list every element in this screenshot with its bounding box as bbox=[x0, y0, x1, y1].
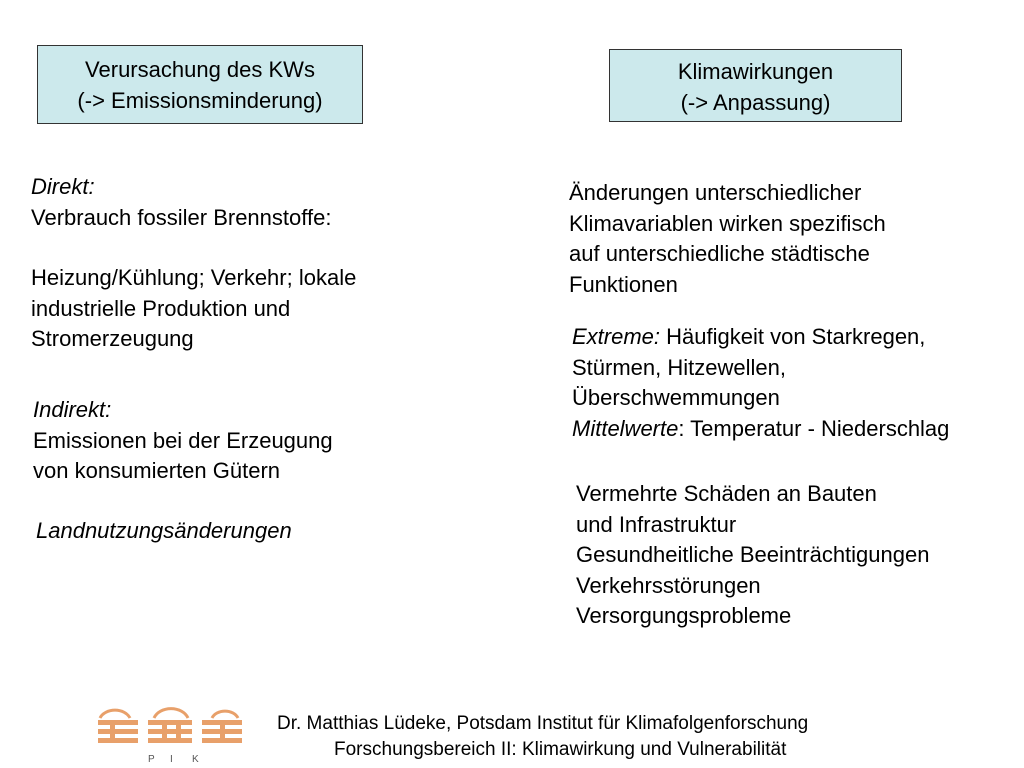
impacts-line-2: und Infrastruktur bbox=[576, 511, 737, 537]
extremes-line-1 bbox=[572, 322, 949, 353]
footer-line-2: Forschungsbereich II: Klimawirkung und Vulnerabilität bbox=[334, 739, 787, 760]
climate-impacts-subtitle: (-> Anpassung) bbox=[680, 90, 831, 115]
direct-line-1: Verbrauch fossiler Brennstoffe: bbox=[31, 204, 332, 230]
indirect-heading: Indirekt: bbox=[33, 397, 112, 422]
impacts-line-3: Gesundheitliche Beeinträchtigungen bbox=[576, 542, 930, 567]
logo-letter-i: I bbox=[170, 754, 173, 764]
logo-letter-k: K bbox=[192, 754, 199, 764]
logo-letter-p: P bbox=[148, 754, 155, 764]
climate-impacts-box bbox=[609, 49, 902, 122]
indirect-line-2: von konsumierten Gütern bbox=[33, 458, 281, 483]
extremes-line-2: Stürmen, Hitzewellen, bbox=[572, 354, 786, 380]
extremes-line-3: Überschwemmungen bbox=[572, 385, 780, 410]
direct-spacer bbox=[31, 233, 356, 263]
direct-line-4: Stromerzeugung bbox=[31, 326, 194, 351]
indirect-section bbox=[33, 395, 333, 487]
emission-cause-box bbox=[37, 45, 363, 124]
landuse-text: Landnutzungsänderungen bbox=[36, 518, 292, 543]
changes-line-3: auf unterschiedliche städtische bbox=[569, 241, 870, 266]
impacts-line-4: Verkehrsstörungen bbox=[576, 572, 761, 598]
direct-heading: Direkt: bbox=[31, 174, 95, 199]
changes-line-4: Funktionen bbox=[569, 271, 678, 297]
changes-line-2: Klimavariablen wirken spezifisch bbox=[569, 210, 886, 236]
emission-cause-title: Verursachung des KWs bbox=[85, 57, 315, 82]
extremes-line-1-rest: Häufigkeit von Starkregen, bbox=[660, 324, 926, 349]
changes-section bbox=[569, 178, 886, 300]
pik-logo bbox=[96, 702, 244, 764]
emission-cause-subtitle: (-> Emissionsminderung) bbox=[77, 88, 323, 113]
extremes-section bbox=[572, 322, 949, 444]
impacts-section bbox=[576, 479, 929, 632]
mean-values-line bbox=[572, 414, 949, 445]
direct-section bbox=[31, 172, 356, 355]
mean-values-rest: : Temperatur - Niederschlag bbox=[678, 415, 950, 441]
impacts-line-1: Vermehrte Schäden an Bauten bbox=[576, 481, 877, 506]
extremes-label: Extreme: bbox=[572, 324, 661, 349]
footer-line-1: Dr. Matthias Lüdeke, Potsdam Institut für Klimafolgenforschung bbox=[277, 713, 809, 734]
direct-line-3: industrielle Produktion und bbox=[31, 295, 291, 321]
climate-impacts-title: Klimawirkungen bbox=[677, 59, 834, 84]
mean-values-label: Mittelwerte bbox=[572, 415, 679, 441]
direct-line-2: Heizung/Kühlung; Verkehr; lokale bbox=[31, 265, 357, 290]
changes-line-1: Änderungen unterschiedlicher bbox=[569, 180, 862, 205]
indirect-line-1: Emissionen bei der Erzeugung bbox=[33, 427, 333, 453]
impacts-line-5: Versorgungsprobleme bbox=[576, 603, 792, 628]
